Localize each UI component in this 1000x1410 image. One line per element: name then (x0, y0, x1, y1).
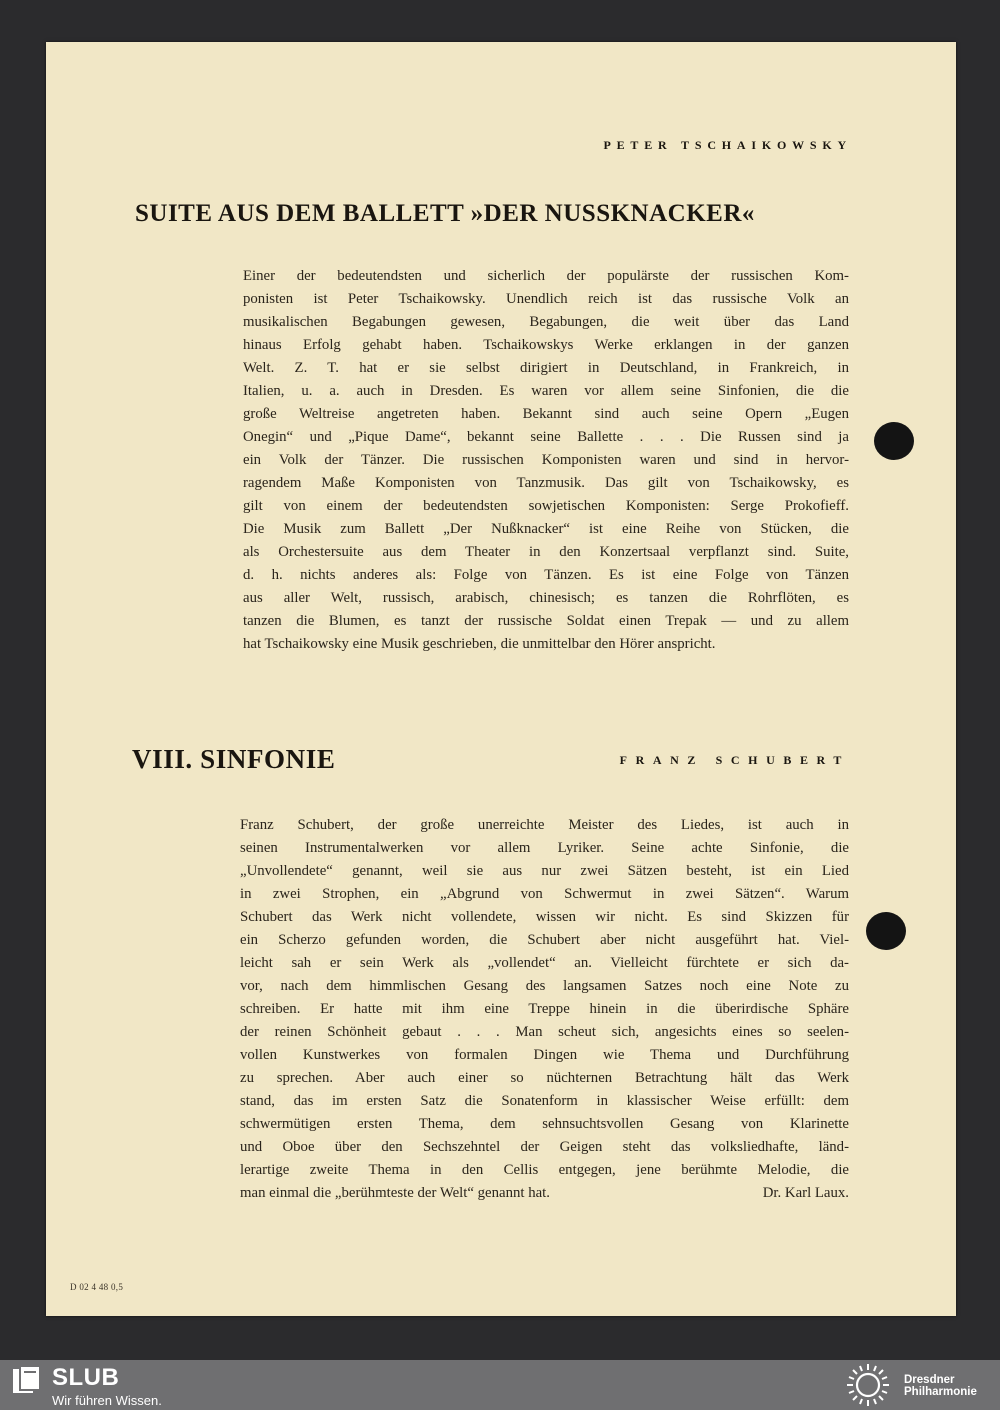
text-line: musikalischen Begabungen gewesen, Begabungen, die weit über das Land (243, 314, 849, 330)
text-line: stand, das im ersten Satz die Sonatenform in klassischer Weise erfüllt: dem (240, 1093, 849, 1109)
section-title-sinfonie: VIII. SINFONIE (132, 744, 336, 774)
text-line: „Unvollendete“ genannt, weil sie aus nur zwei Sätzen besteht, ist ein Lied (240, 863, 849, 879)
composer-name-tschaikowsky: PETER TSCHAIKOWSKY (603, 138, 852, 152)
text-line: vor, nach dem himmlischen Gesang des langsamen Satzes noch eine Note zu (240, 978, 849, 994)
text-line: schwermütigen ersten Thema, dem sehnsuchtsvollen Gesang von Klarinette (240, 1116, 849, 1132)
punch-hole (874, 422, 914, 460)
text-line: seinen Instrumentalwerken vor allem Lyriker. Seine achte Sinfonie, die (240, 840, 849, 856)
partner-name-line2: Philharmonie (904, 1386, 977, 1398)
body-text-sinfonie (240, 814, 849, 1205)
text-line: ponisten ist Peter Tschaikowsky. Unendlich reich ist das russische Volk an (243, 291, 849, 307)
text-line: hat Tschaikowsky eine Musik geschrieben, die unmittelbar den Hörer anspricht. (243, 636, 716, 652)
library-name[interactable]: SLUB (52, 1364, 120, 1391)
text-line: Onegin“ und „Pique Dame“, bekannt seine Ballette . . . Die Russen sind ja (243, 429, 849, 445)
text-line: Schubert das Werk nicht vollendete, wissen wir nicht. Es sind Skizzen für (240, 909, 849, 925)
text-line: Franz Schubert, der große unerreichte Meister des Liedes, ist auch in (240, 817, 849, 833)
text-line: große Weltreise angetreten haben. Bekannt sind auch seine Opern „Eugen (243, 406, 849, 422)
author-signature: Dr. Karl Laux. (762, 1185, 849, 1201)
text-line: ein Volk der Tänzer. Die russischen Komponisten waren und sind in hervor- (243, 452, 849, 468)
text-line: gilt von einem der bedeutendsten sowjetischen Komponisten: Serge Prokofieff. (243, 498, 849, 514)
text-line: Die Musik zum Ballett „Der Nußknacker“ ist eine Reihe von Stücken, die (243, 521, 849, 537)
document-page (46, 42, 956, 1316)
library-tagline: Wir führen Wissen. (52, 1393, 162, 1408)
text-line: tanzen die Blumen, es tanzt der russische Soldat einen Trepak — und zu allem (243, 613, 849, 629)
text-line: der reinen Schönheit gebaut . . . Man scheut sich, angesichts eines so seelen- (240, 1024, 849, 1040)
text-line: zu sprechen. Aber auch einer so nüchternen Betrachtung hält das Werk (240, 1070, 849, 1086)
partner-name-line1: Dresdner (904, 1374, 955, 1386)
footer-bar (0, 1360, 1000, 1410)
text-line: und Oboe über den Sechszehntel der Geigen steht das volksliedhafte, länd- (240, 1139, 849, 1155)
text-line: leicht sah er sein Werk als „vollendet“ an. Vielleicht fürchtete er sich da- (240, 955, 849, 971)
philharmonie-logo-icon[interactable] (842, 1362, 894, 1408)
text-line: hinaus Erfolg gehabt haben. Tschaikowskys Werke erklangen in der ganzen (243, 337, 849, 353)
text-line: Welt. Z. T. hat er sie selbst dirigiert in Deutschland, in Frankreich, in (243, 360, 849, 376)
body-text-nussknacker (243, 265, 849, 656)
text-line: als Orchestersuite aus dem Theater in den Konzertsaal verpflanzt sind. Suite, (243, 544, 849, 560)
text-line: Italien, u. a. auch in Dresden. Es waren vor allem seine Sinfonien, die die (243, 383, 849, 399)
section-title-nussknacker: SUITE AUS DEM BALLETT »DER NUSSKNACKER« (135, 200, 755, 227)
text-line: d. h. nichts anderes als: Folge von Tänzen. Es ist eine Folge von Tänzen (243, 567, 849, 583)
text-line: schreiben. Er hatte mit ihm eine Treppe hinein in die überirdische Sphäre (240, 1001, 849, 1017)
text-line: in zwei Strophen, ein „Abgrund von Schwermut in zwei Sätzen“. Warum (240, 886, 849, 902)
punch-hole (866, 912, 906, 950)
text-line: man einmal die „berühmteste der Welt“ genannt hat. Dr. Karl Laux. (240, 1182, 849, 1205)
text-line: Einer der bedeutendsten und sicherlich der populärste der russischen Kom- (243, 268, 849, 284)
text-line: ragendem Maße Komponisten von Tanzmusik. Das gilt von Tschaikowsky, es (243, 475, 849, 491)
text-line: aus aller Welt, russisch, arabisch, chinesisch; es tanzen die Rohrflöten, es (243, 590, 849, 606)
partner-name[interactable] (904, 1374, 977, 1398)
text-line: vollen Kunstwerkes von formalen Dingen wie Thema und Durchführung (240, 1047, 849, 1063)
text-line: ein Scherzo gefunden worden, die Schubert aber nicht ausgeführt hat. Viel- (240, 932, 849, 948)
text-line: lerartige zweite Thema in den Cellis entgegen, jene berühmte Melodie, die (240, 1162, 849, 1178)
slub-logo-icon[interactable] (12, 1366, 42, 1394)
composer-name-schubert: FRANZ SCHUBERT (619, 753, 850, 767)
print-code: D 02 4 48 0,5 (70, 1282, 124, 1292)
